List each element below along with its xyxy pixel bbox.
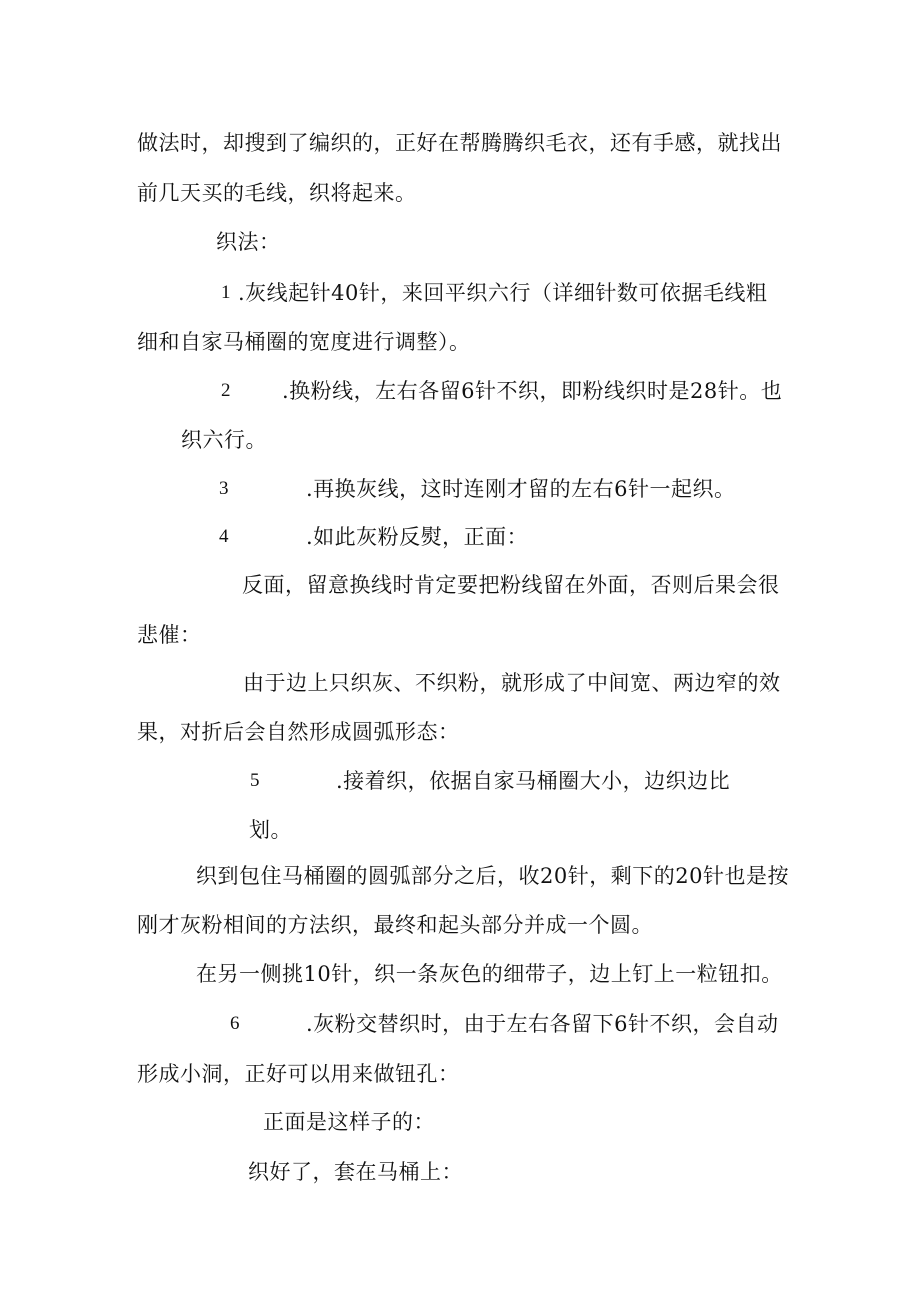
paragraph-line: 在另一侧挑10针，织一条灰色的细带子，边上钉上一粒钮扣。 — [196, 962, 783, 986]
step-number: 6 — [230, 1013, 240, 1034]
step-text: .再换灰线，这时连刚才留的左右6针一起织。 — [306, 477, 736, 501]
paragraph-line: 刚才灰粉相间的方法织，最终和起头部分并成一个圆。 — [137, 913, 653, 937]
step-text: 形成小洞，正好可以用来做钮孔： — [137, 1062, 460, 1086]
step-number: 4 — [219, 526, 229, 547]
step-number: 2 — [221, 380, 231, 401]
step-text: .灰粉交替织时，由于左右各留下6针不织，会自动 — [306, 1012, 779, 1036]
step-number: 5 — [250, 770, 260, 791]
paragraph-line: 织到包住马桶圈的圆弧部分之后，收20针，剩下的20针也是按 — [196, 864, 789, 888]
step-number: 3 — [219, 478, 229, 499]
step-text: 织六行。 — [181, 428, 267, 452]
step-text: .接着织，依据自家马桶圈大小，边织边比 — [336, 769, 731, 793]
paragraph-line: 织好了，套在马桶上： — [248, 1160, 463, 1184]
paragraph-line: 由于边上只织灰、不织粉，就形成了中间宽、两边窄的效 — [243, 671, 781, 695]
step-text: 细和自家马桶圈的宽度进行调整）。 — [137, 330, 471, 354]
step-text: 划。 — [249, 818, 292, 842]
step-text: .换粉线，左右各留6针不织，即粉线织时是28针。也 — [282, 379, 783, 403]
step-text: .如此灰粉反熨，正面： — [306, 525, 529, 549]
paragraph-line: 做法时，却搜到了编织的，正好在帮腾腾织毛衣，还有手感，就找出 — [137, 131, 782, 155]
paragraph-line: 果，对折后会自然形成圆弧形态： — [137, 720, 460, 744]
section-heading: 织法： — [216, 230, 281, 254]
paragraph-line: 悲催： — [137, 623, 202, 647]
paragraph-line: 前几天买的毛线，织将起来。 — [137, 181, 417, 205]
step-text: .灰线起针40针，来回平织六行（详细针数可依据毛线粗 — [238, 281, 768, 305]
paragraph-line: 正面是这样子的： — [263, 1110, 435, 1134]
step-number: 1 — [221, 282, 231, 303]
paragraph-line: 反面，留意换线时肯定要把粉线留在外面，否则后果会很 — [242, 573, 780, 597]
